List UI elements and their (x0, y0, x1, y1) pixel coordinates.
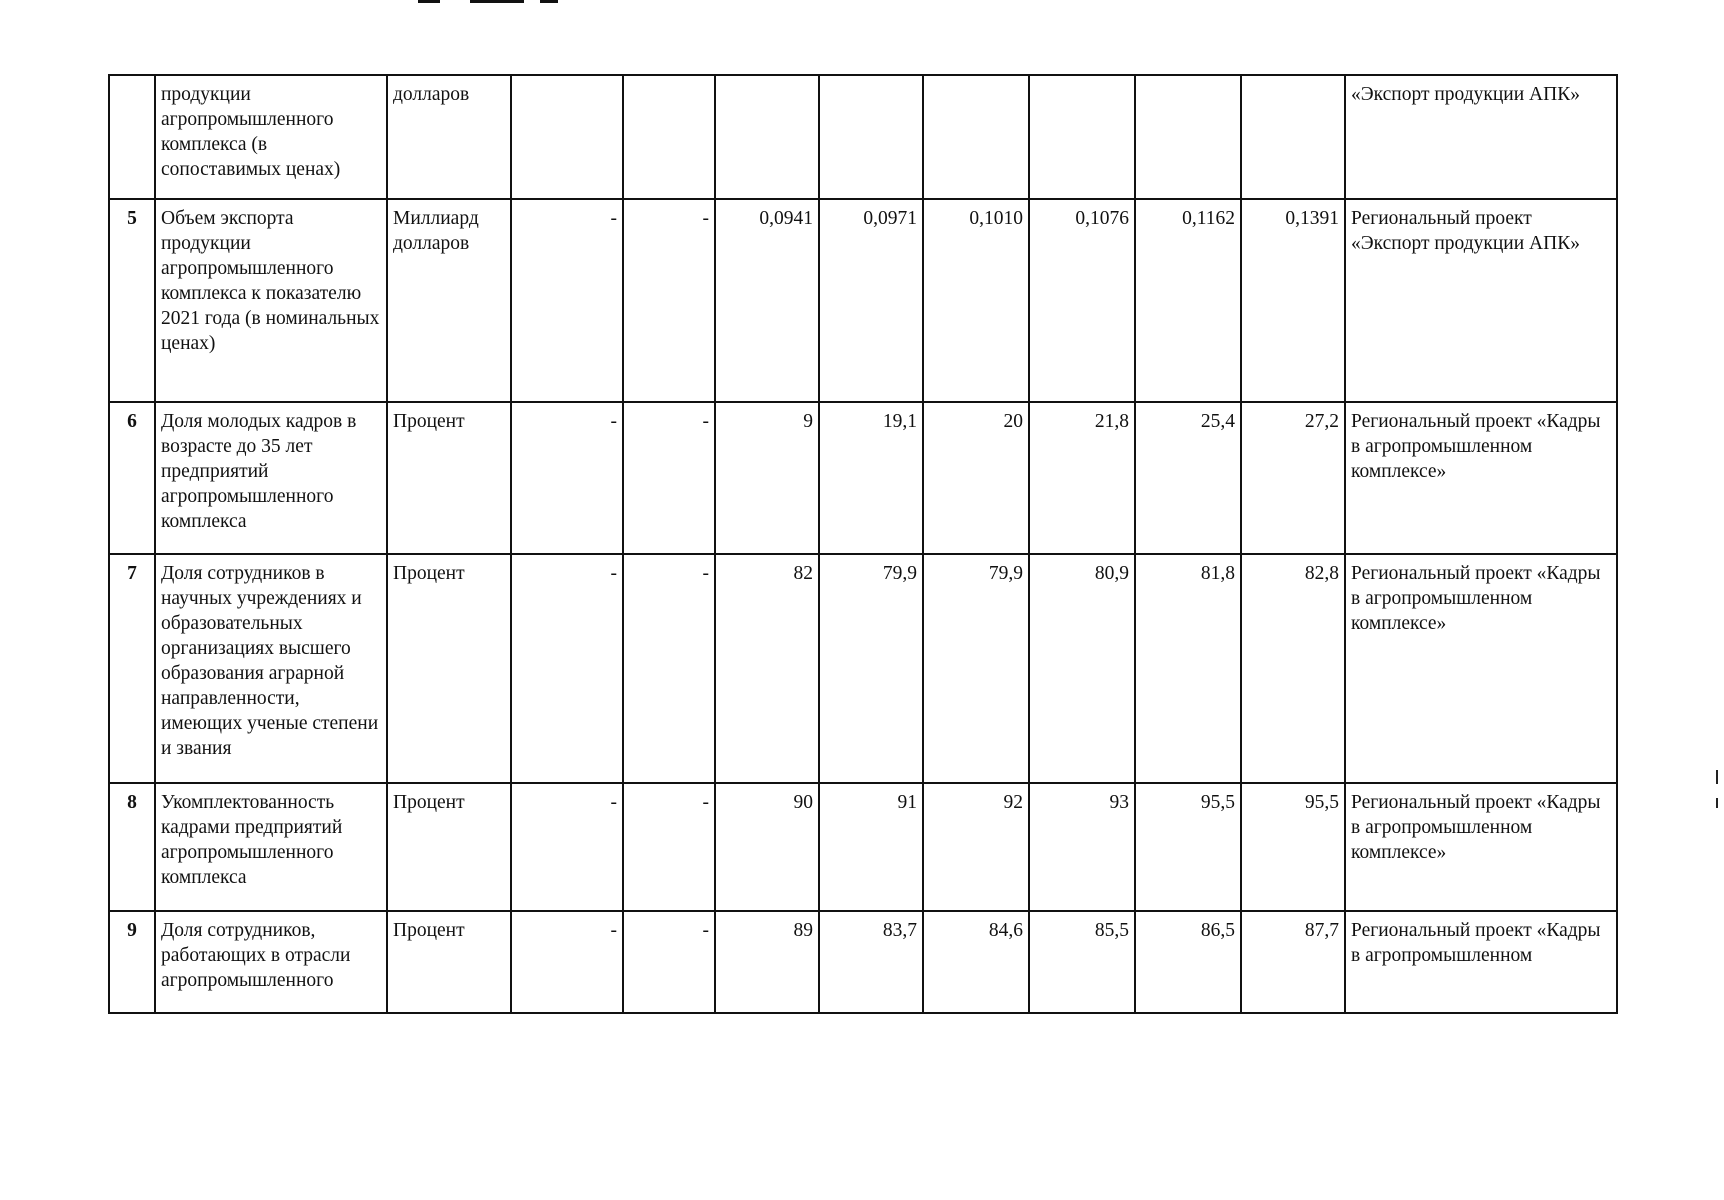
value-cell: 95,5 (1135, 783, 1241, 911)
table-row (109, 199, 1617, 402)
value-cell: 87,7 (1241, 911, 1345, 1013)
value-cell: 92 (923, 783, 1029, 911)
value-cell: 89 (715, 911, 819, 1013)
value-cell: 79,9 (819, 554, 923, 783)
value-cell: 0,1076 (1029, 199, 1135, 402)
value-cell: 83,7 (819, 911, 923, 1013)
value-cell (715, 75, 819, 199)
value-cell (1135, 75, 1241, 199)
unit-cell: долларов (387, 75, 511, 199)
table-row (109, 554, 1617, 783)
value-cell: - (511, 402, 623, 554)
value-cell: - (623, 199, 715, 402)
source-cell: Региональный проект «Экспорт продукции АПК» (1345, 199, 1617, 402)
value-cell: - (623, 911, 715, 1013)
row-number: 9 (109, 911, 155, 1013)
value-cell: - (623, 402, 715, 554)
table-row (109, 783, 1617, 911)
value-cell (511, 75, 623, 199)
value-cell (819, 75, 923, 199)
indicators-table (108, 74, 1618, 1014)
value-cell: 25,4 (1135, 402, 1241, 554)
indicator-name: Доля сотрудников в научных учреждениях и образовательных организациях высшего образования аграрной направленности, имеющих ученые степени и звания (155, 554, 387, 783)
unit-cell: Процент (387, 402, 511, 554)
value-cell: 79,9 (923, 554, 1029, 783)
value-cell: 82 (715, 554, 819, 783)
source-cell: Региональный проект «Кадры в агропромышленном (1345, 911, 1617, 1013)
value-cell: 90 (715, 783, 819, 911)
source-cell: «Экспорт продукции АПК» (1345, 75, 1617, 199)
value-cell: 9 (715, 402, 819, 554)
unit-cell: Миллиард долларов (387, 199, 511, 402)
table-row (109, 911, 1617, 1013)
indicator-name: Доля молодых кадров в возрасте до 35 лет предприятий агропромышленного комплекса (155, 402, 387, 554)
value-cell: 0,0941 (715, 199, 819, 402)
value-cell: 0,1391 (1241, 199, 1345, 402)
value-cell: 82,8 (1241, 554, 1345, 783)
value-cell: 0,1010 (923, 199, 1029, 402)
value-cell: 27,2 (1241, 402, 1345, 554)
unit-cell: Процент (387, 554, 511, 783)
scan-top-marks (418, 0, 558, 3)
row-number (109, 75, 155, 199)
value-cell: - (511, 199, 623, 402)
value-cell: 21,8 (1029, 402, 1135, 554)
value-cell (623, 75, 715, 199)
value-cell: 93 (1029, 783, 1135, 911)
unit-cell: Процент (387, 783, 511, 911)
value-cell: - (623, 783, 715, 911)
row-number: 8 (109, 783, 155, 911)
value-cell: 81,8 (1135, 554, 1241, 783)
unit-cell: Процент (387, 911, 511, 1013)
value-cell: - (623, 554, 715, 783)
indicator-name: Объем экспорта продукции агропромышленного комплекса к показателю 2021 года (в номинальных ценах) (155, 199, 387, 402)
scan-edge-mark (1716, 770, 1718, 784)
table-row (109, 75, 1617, 199)
value-cell: 0,1162 (1135, 199, 1241, 402)
scan-edge-mark (1716, 798, 1718, 808)
value-cell: 84,6 (923, 911, 1029, 1013)
value-cell: 95,5 (1241, 783, 1345, 911)
value-cell: - (511, 783, 623, 911)
value-cell (1029, 75, 1135, 199)
value-cell: - (511, 911, 623, 1013)
indicator-name: продукции агропромышленного комплекса (в сопоставимых ценах) (155, 75, 387, 199)
value-cell: 0,0971 (819, 199, 923, 402)
value-cell: 20 (923, 402, 1029, 554)
indicator-name: Укомплектованность кадрами предприятий агропромышленного комплекса (155, 783, 387, 911)
value-cell: 85,5 (1029, 911, 1135, 1013)
source-cell: Региональный проект «Кадры в агропромышленном комплексе» (1345, 554, 1617, 783)
value-cell: - (511, 554, 623, 783)
source-cell: Региональный проект «Кадры в агропромышленном комплексе» (1345, 402, 1617, 554)
table-row (109, 402, 1617, 554)
value-cell (1241, 75, 1345, 199)
row-number: 6 (109, 402, 155, 554)
value-cell: 91 (819, 783, 923, 911)
row-number: 7 (109, 554, 155, 783)
value-cell: 80,9 (1029, 554, 1135, 783)
value-cell: 19,1 (819, 402, 923, 554)
value-cell (923, 75, 1029, 199)
indicator-name: Доля сотрудников, работающих в отрасли агропромышленного (155, 911, 387, 1013)
value-cell: 86,5 (1135, 911, 1241, 1013)
row-number: 5 (109, 199, 155, 402)
source-cell: Региональный проект «Кадры в агропромышленном комплексе» (1345, 783, 1617, 911)
